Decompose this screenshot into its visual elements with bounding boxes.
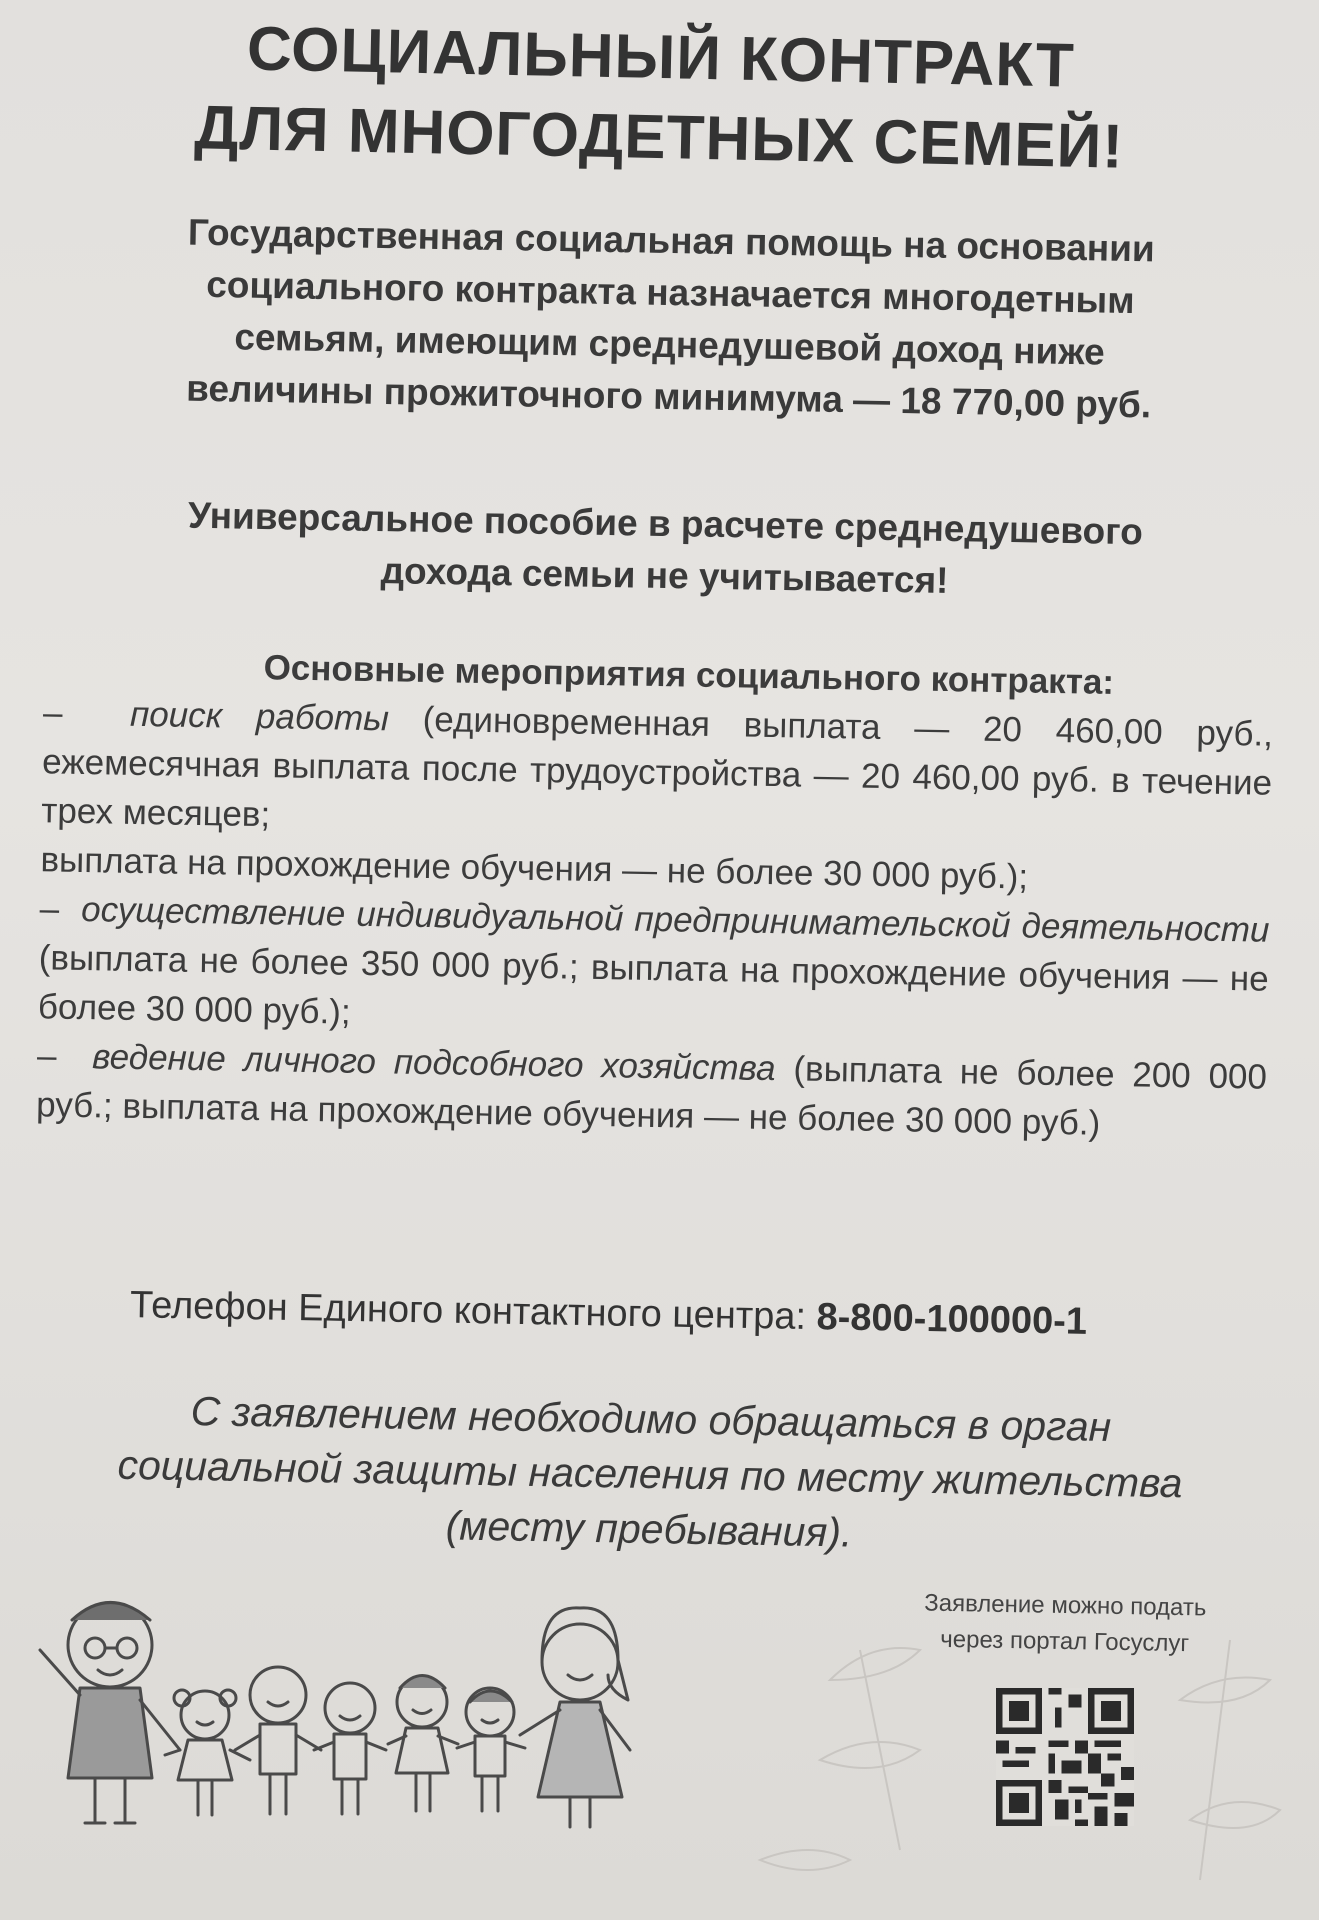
benefit-note: [79, 488, 1251, 612]
measure-dash: –: [39, 889, 60, 929]
application-instruction: [49, 1382, 1252, 1568]
phone-label: Телефон Единого контактного центра:: [129, 1284, 817, 1339]
intro-line-1: Государственная социальная помощь на основании: [187, 211, 1156, 270]
measure-job-search-title: поиск работы: [129, 694, 390, 739]
measure-dash: –: [42, 693, 63, 733]
apply-line-3: (месту пребывания).: [445, 1502, 853, 1556]
portal-line-1: Заявление можно подать: [924, 1589, 1207, 1622]
intro-line-2: социального контракта назначается многодетным: [205, 263, 1135, 322]
portal-line-2: через портал Госуслуг: [940, 1625, 1190, 1658]
measure-household-title: ведение личного подсобного хозяйства: [91, 1037, 776, 1089]
measure-business-title: осуществление индивидуальной предпринимательской деятельности: [80, 889, 1270, 950]
note-line-1: Универсальное пособие в расчете среднедушевого: [187, 494, 1144, 553]
apply-line-2: социальной защиты населения по месту жительства: [117, 1441, 1183, 1507]
measure-household-text: (выплата не более 200 000 руб.; выплата на прохождение обучения — не более 30 000 руб.): [35, 1049, 1268, 1143]
measures-section: [36, 639, 1274, 1150]
contact-phone: [130, 1280, 1261, 1350]
phone-number: 8-800-100000-1: [816, 1296, 1088, 1343]
measure-dash: –: [36, 1036, 57, 1076]
intro-line-4: величины прожиточного минимума — 18 770,00 руб.: [185, 367, 1152, 426]
page-title: [148, 7, 1171, 188]
measure-job-search-training: выплата на прохождение обучения — не более 30 000 руб.);: [40, 840, 1029, 897]
title-line-1: СОЦИАЛЬНЫЙ КОНТРАКТ: [246, 14, 1076, 101]
qr-code-icon: [996, 1688, 1134, 1826]
intro-line-3: семьям, имеющим среднедушевой доход ниже: [234, 316, 1106, 373]
apply-line-1: С заявлением необходимо обращаться в орган: [190, 1387, 1112, 1451]
title-line-2: ДЛЯ МНОГОДЕТНЫХ СЕМЕЙ!: [193, 93, 1125, 182]
measure-business: [38, 884, 1270, 1052]
measure-job-search: [41, 688, 1273, 856]
gosuslugi-note: [879, 1585, 1250, 1663]
measure-business-text: (выплата не более 350 000 руб.; выплата на прохождение обучения — не более 30 000 руб.);: [37, 938, 1269, 1032]
measures-heading: Основные мероприятия социального контракта:: [263, 648, 1115, 702]
measure-job-search-text: (единовременная выплата — 20 460,00 руб., ежемесячная выплата после трудоустройства — 20 460,00 руб. в течение трех месяцев;: [41, 699, 1274, 835]
family-illustration-icon: [20, 1590, 800, 1840]
note-line-2: дохода семьи не учитывается!: [380, 550, 949, 601]
measure-household: [36, 1031, 1268, 1150]
intro-paragraph: [68, 205, 1271, 434]
